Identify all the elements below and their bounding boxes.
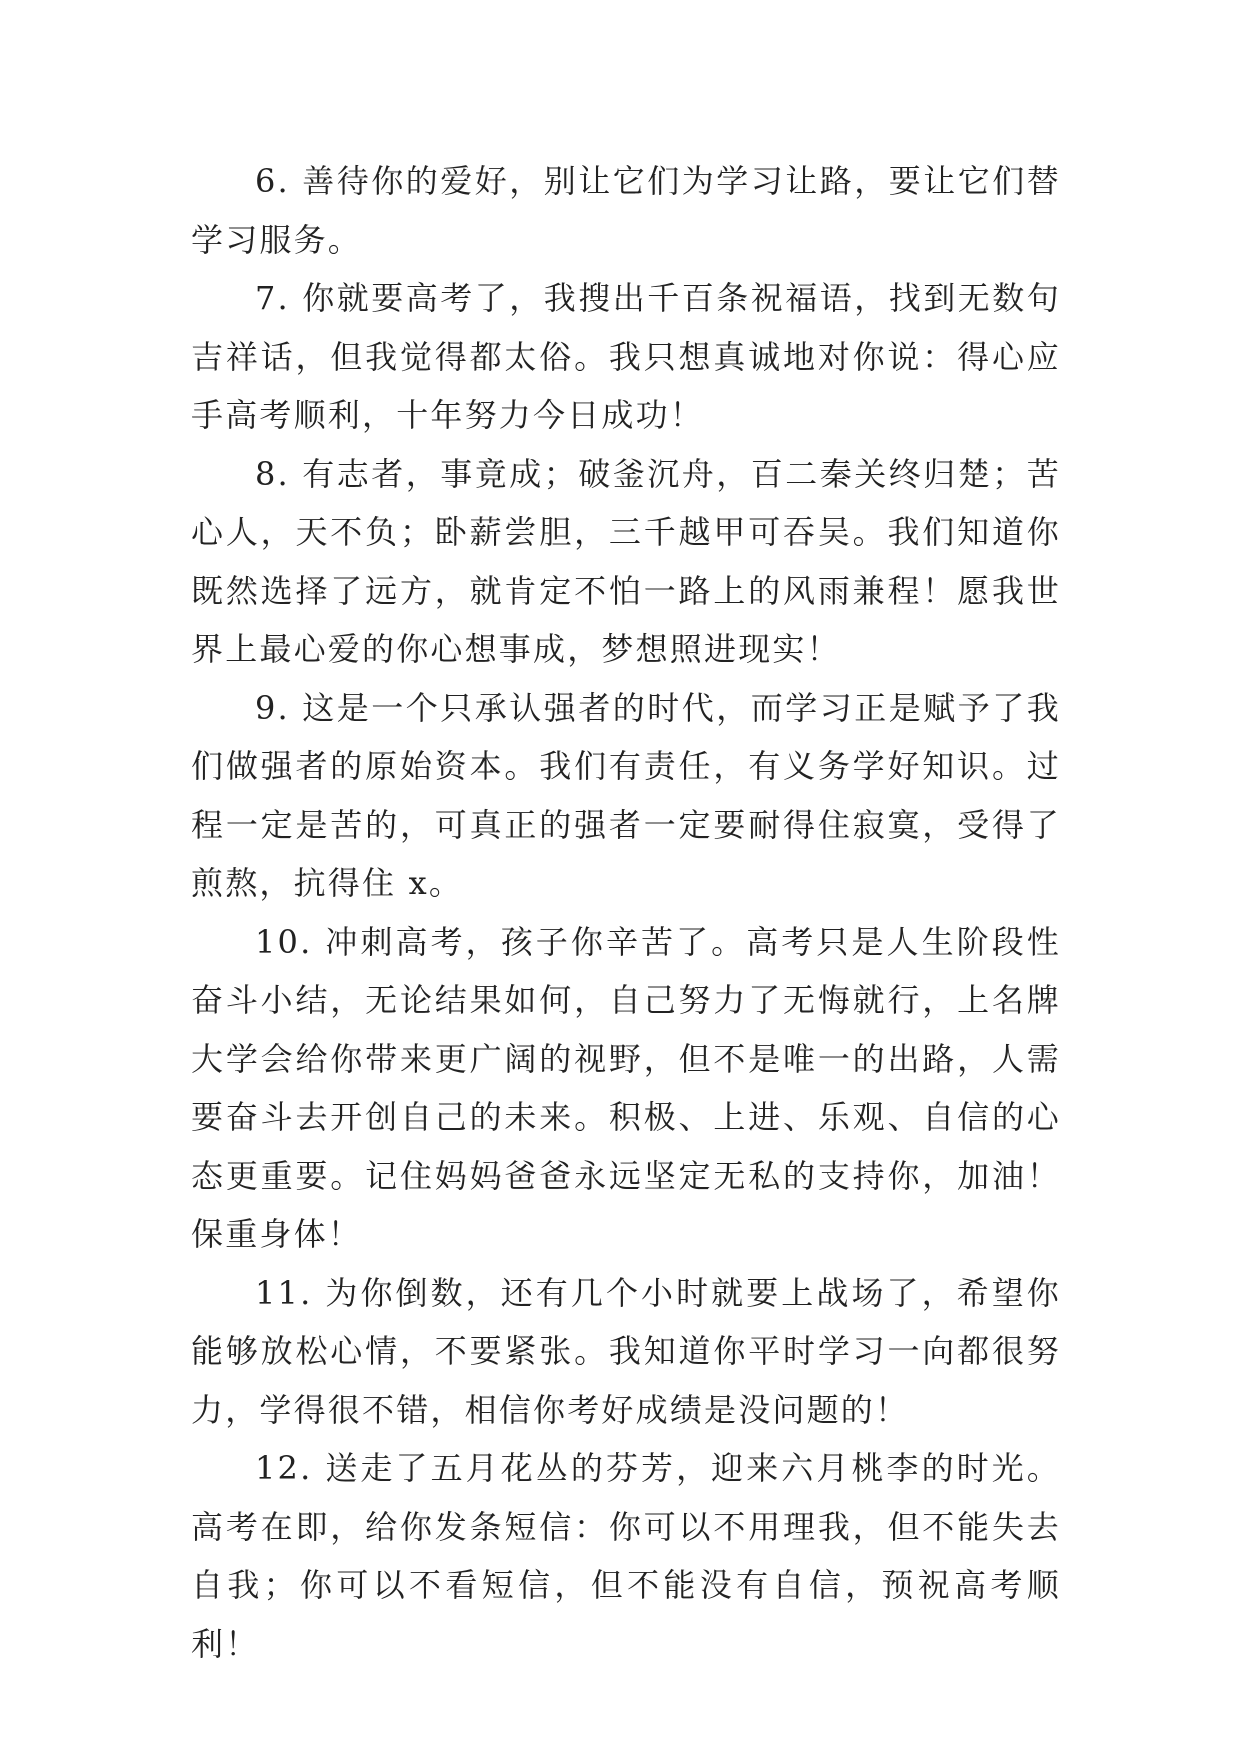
paragraph-number: 12. <box>255 1449 313 1487</box>
paragraph-number: 9. <box>255 688 290 727</box>
paragraph-number: 10. <box>255 922 313 961</box>
paragraph-number: 6. <box>255 162 290 200</box>
paragraph-9 <box>191 679 1061 913</box>
paragraph-7 <box>191 269 1061 445</box>
paragraph-11 <box>191 1264 1061 1440</box>
paragraph-text: 有志者，事竟成；破釜沉舟，百二秦关终归楚；苦心人，天不负；卧薪尝胆，三千越甲可吞吴。我们知道你既然选择了远方，就肯定不怕一路上的风雨兼程！愿我世界上最心爱的你心想事成，梦想照进现实！ <box>191 454 1061 668</box>
paragraph-6 <box>191 152 1061 269</box>
paragraph-text: 善待你的爱好，别让它们为学习让路，要让它们替学习服务。 <box>191 162 1061 259</box>
paragraph-text: 送走了五月花丛的芬芳，迎来六月桃李的时光。高考在即，给你发条短信：你可以不用理我，但不能失去自我；你可以不看短信，但不能没有自信，预祝高考顺利！ <box>191 1449 1061 1663</box>
paragraph-number: 11. <box>255 1273 313 1312</box>
paragraph-12 <box>191 1439 1061 1673</box>
paragraph-number: 7. <box>255 279 290 317</box>
document-body <box>191 152 1061 1673</box>
paragraph-text: 这是一个只承认强者的时代，而学习正是赋予了我们做强者的原始资本。我们有责任，有义务学好知识。过程一定是苦的，可真正的强者一定要耐得住寂寞，受得了煎熬，抗得住 x。 <box>191 688 1061 902</box>
paragraph-text: 你就要高考了，我搜出千百条祝福语，找到无数句吉祥话，但我觉得都太俗。我只想真诚地对你说：得心应手高考顺利，十年努力今日成功！ <box>191 279 1061 434</box>
paragraph-text: 为你倒数，还有几个小时就要上战场了，希望你能够放松心情，不要紧张。我知道你平时学习一向都很努力，学得很不错，相信你考好成绩是没问题的！ <box>191 1273 1061 1429</box>
paragraph-8 <box>191 445 1061 679</box>
paragraph-number: 8. <box>255 454 290 493</box>
paragraph-10 <box>191 913 1061 1264</box>
paragraph-text: 冲刺高考，孩子你辛苦了。高考只是人生阶段性奋斗小结，无论结果如何，自己努力了无悔就行，上名牌大学会给你带来更广阔的视野，但不是唯一的出路，人需要奋斗去开创自己的未来。积极、上进、乐观、自信的心态更重要。记住妈妈爸爸永远坚定无私的支持你，加油！保重身体！ <box>191 922 1061 1253</box>
